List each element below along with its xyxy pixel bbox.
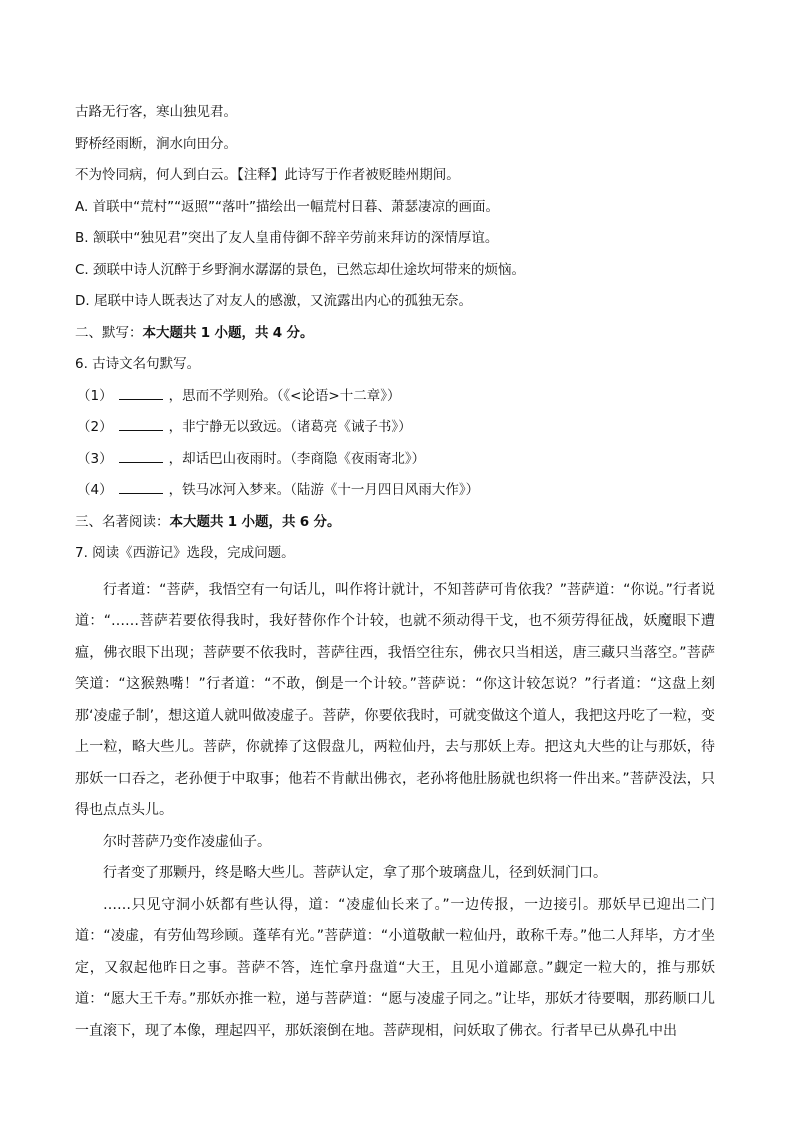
section-3-heading [75,512,715,544]
poem-line-1: 古路无行客，寒山独见君。 [75,104,237,120]
fill-item-text: ，思而不学则殆。（《<论语>十二章》） [168,387,401,404]
section-2-question-count: 1 [200,324,211,341]
section-2-count-label: 本大题共 [142,324,197,341]
fill-item-text: ，铁马冰河入梦来。（陆游《十一月四日风雨大作》） [168,482,480,498]
poem-line-3: 不为怜同病，何人到白云。【注释】此诗写于作者被贬睦州期间。 [75,167,460,183]
poem-line-2: 野桥经雨断，涧水向田分。 [75,135,237,152]
section-2-prefix: 二、默写： [75,324,143,341]
fill-item-1 [75,386,715,418]
fill-item-number: （2） [77,419,113,435]
section-3-score-label: 小题，共 [241,513,296,530]
answer-blank-2[interactable] [119,417,163,431]
section-3-suffix: 分。 [313,513,341,530]
fill-item-number: （3） [77,450,113,467]
section-3-score: 6 [299,513,310,530]
option-c: C. 颈联中诗人沉醉于乡野涧水潺潺的景色，已然忘却仕途坎坷带来的烦恼。 [75,261,526,278]
section-3-prefix: 三、名著阅读： [75,513,170,530]
section-2-suffix: 分。 [286,324,314,341]
document-body [75,102,715,1047]
answer-blank-3[interactable] [119,449,163,463]
answer-blank-4[interactable] [119,480,163,494]
passage-paragraph-4: ……只见守洞小妖都有些认得，道：“凌虚仙长来了。”一边传报，一边接引。那妖早已迎出二门道：“凌虚，有劳仙驾珍顾。蓬荜有光。”菩萨道：“小道敬献一粒仙丹，敢称千寿。”他二人拜毕，方才坐定，又叙起他昨日之事。菩萨不答，连忙拿丹盘道“大王，且见小道鄙意。”觑定一粒大的，推与那妖道：“愿大王千寿。”那妖亦推一粒，递与菩萨道：“愿与凌虚子同之。”让毕，那妖才待要咽，那药顺口儿一直滚下，现了本像，理起四平，那妖滚倒在地。菩萨现相，问妖取了佛衣。行者早已从鼻孔中出 [75,896,715,1039]
question-7-title: 7. 阅读《西游记》选段，完成问题。 [75,545,295,561]
fill-item-2 [75,417,715,449]
passage-paragraph-1: 行者道：“菩萨，我悟空有一句话儿，叫作将计就计，不知菩萨可肯依我？”菩萨道：“你说。”行者说道：“……菩萨若要依得我时，我好替你作个计较，也就不须动得干戈，也不须劳得征战，妖魔眼下遭瘟，佛衣眼下出现；菩萨要不依我时，菩萨往西，我悟空往东，佛衣只当相送，唐三藏只当落空。”菩萨笑道：“这猴熟嘴！”行者道：“不敢，倒是一个计较。”菩萨说：“你这计较怎说？”行者道：“这盘上刻那‘凌虚子制’，想这道人就叫做凌虚子。菩萨，你要依我时，可就变做这个道人，我把这丹吃了一粒，变上一粒，略大些儿。菩萨，你就捧了这假盘儿，两粒仙丹，去与那妖上寿。把这丸大些的让与那妖，待那妖一口吞之，老孙便于中取事；他若不肯献出佛衣，老孙将他肚肠就也织将一件出来。”菩萨没法，只得也点点头儿。 [75,581,715,818]
answer-blank-1[interactable] [119,386,163,400]
fill-item-text: ，非宁静无以致远。（诸葛亮《诫子书》） [168,419,412,435]
fill-item-number: （1） [77,387,113,404]
fill-item-text: ，却话巴山夜雨时。（李商隐《夜雨寄北》） [168,450,426,467]
section-2-heading [75,323,715,355]
passage-paragraph-2: 尔时菩萨乃变作凌虚仙子。 [103,833,271,850]
question-6-title: 6. 古诗文名句默写。 [75,356,201,372]
passage-paragraph-3: 行者变了那颗丹，终是略大些儿。菩萨认定，拿了那个玻璃盘儿，径到妖洞门口。 [103,865,607,881]
section-3-count-label: 本大题共 [169,513,224,530]
option-b: B. 颔联中“独见君”突出了友人皇甫侍御不辞辛劳前来拜访的深情厚谊。 [75,230,499,246]
fill-item-number: （4） [77,482,113,498]
section-3-question-count: 1 [227,513,238,530]
option-d: D. 尾联中诗人既表达了对友人的感激，又流露出内心的孤独无奈。 [75,293,472,309]
option-a: A. 首联中“荒村”“返照”“落叶”描绘出一幅荒村日暮、萧瑟凄凉的画面。 [75,198,500,215]
fill-item-4 [75,480,715,512]
fill-item-3 [75,449,715,481]
section-2-score-label: 小题，共 [214,324,269,341]
section-2-score: 4 [272,324,283,341]
